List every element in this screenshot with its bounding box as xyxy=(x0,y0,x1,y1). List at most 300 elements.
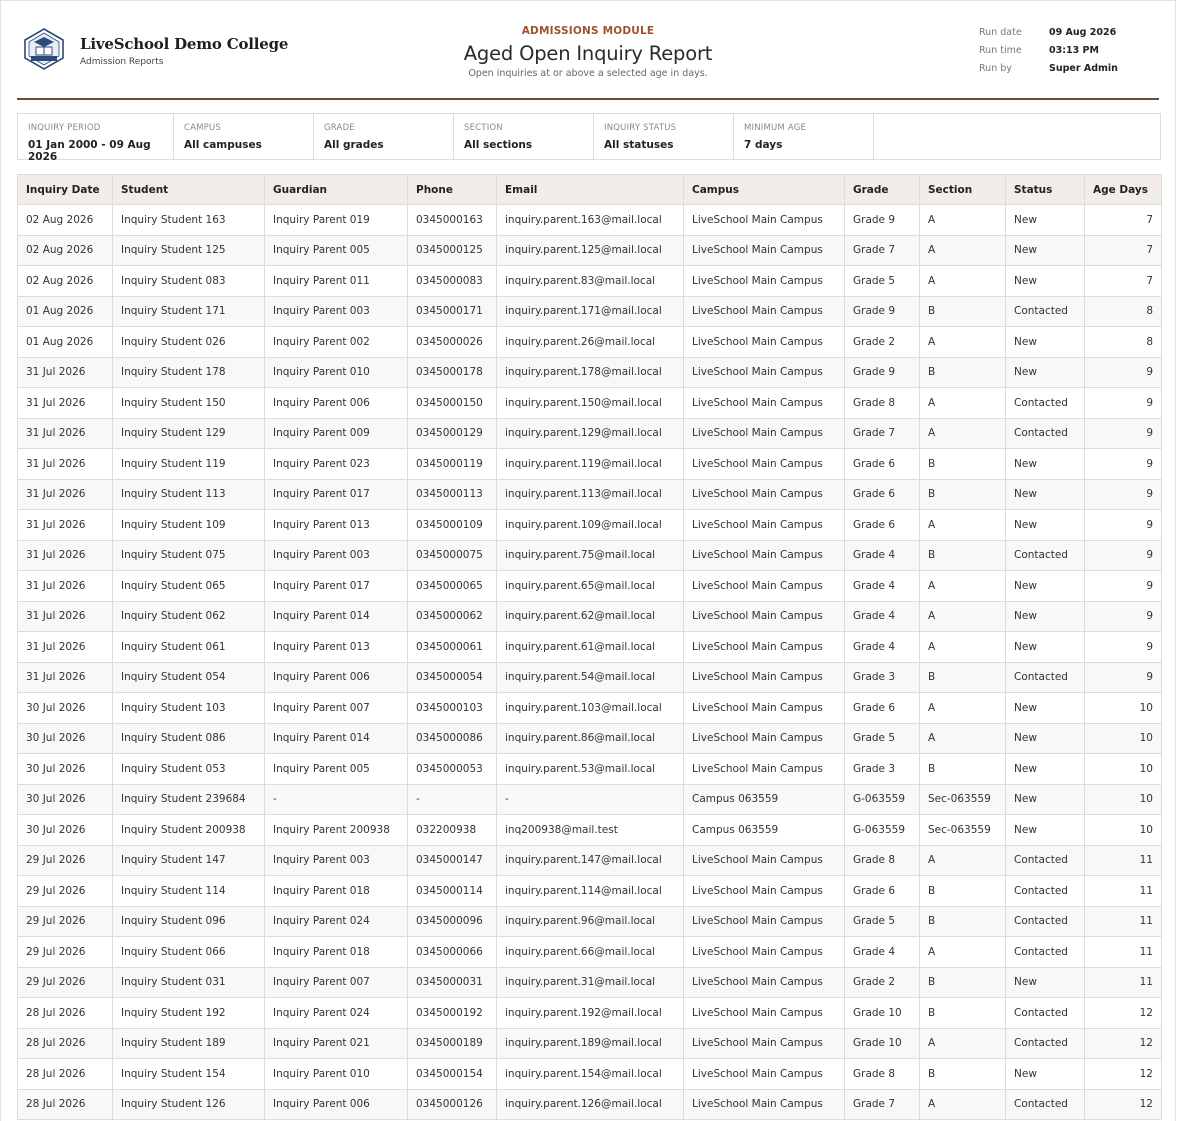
grade-cell: Grade 4 xyxy=(845,937,920,968)
status-cell: New xyxy=(1006,967,1085,998)
email-cell: inq200938@mail.test xyxy=(497,815,684,846)
phone-cell: 0345000096 xyxy=(408,906,497,937)
student-cell: Inquiry Student 026 xyxy=(113,327,265,358)
age-days-cell: 11 xyxy=(1085,845,1162,876)
phone-cell: 0345000189 xyxy=(408,1028,497,1059)
guardian-cell: Inquiry Parent 018 xyxy=(265,937,408,968)
guardian-cell: Inquiry Parent 011 xyxy=(265,266,408,297)
status-cell: New xyxy=(1006,632,1085,663)
inquiry-date-cell: 28 Jul 2026 xyxy=(18,1089,113,1120)
age-days-cell: 7 xyxy=(1085,205,1162,236)
filter-value: All statuses xyxy=(604,139,674,151)
campus-cell: LiveSchool Main Campus xyxy=(684,632,845,663)
age-days-cell: 8 xyxy=(1085,296,1162,327)
inquiry-date-cell: 30 Jul 2026 xyxy=(18,693,113,724)
campus-cell: LiveSchool Main Campus xyxy=(684,906,845,937)
campus-cell: LiveSchool Main Campus xyxy=(684,876,845,907)
status-cell: New xyxy=(1006,479,1085,510)
age-days-cell: 9 xyxy=(1085,662,1162,693)
section-cell: A xyxy=(920,571,1006,602)
column-header-guardian: Guardian xyxy=(265,175,408,205)
report-title: Aged Open Inquiry Report xyxy=(463,42,713,65)
student-cell: Inquiry Student 178 xyxy=(113,357,265,388)
email-cell: inquiry.parent.192@mail.local xyxy=(497,998,684,1029)
grade-cell: Grade 4 xyxy=(845,601,920,632)
grade-cell: Grade 2 xyxy=(845,327,920,358)
table-row xyxy=(18,479,1162,510)
campus-cell: LiveSchool Main Campus xyxy=(684,937,845,968)
table-row xyxy=(18,906,1162,937)
phone-cell: 0345000119 xyxy=(408,449,497,480)
section-cell: A xyxy=(920,845,1006,876)
student-cell: Inquiry Student 200938 xyxy=(113,815,265,846)
student-cell: Inquiry Student 053 xyxy=(113,754,265,785)
age-days-cell: 7 xyxy=(1085,235,1162,266)
guardian-cell: Inquiry Parent 014 xyxy=(265,601,408,632)
grade-cell: Grade 6 xyxy=(845,876,920,907)
student-cell: Inquiry Student 189 xyxy=(113,1028,265,1059)
grade-cell: Grade 9 xyxy=(845,205,920,236)
table-row xyxy=(18,632,1162,663)
column-header-email: Email xyxy=(497,175,684,205)
guardian-cell: Inquiry Parent 013 xyxy=(265,632,408,663)
section-cell: A xyxy=(920,693,1006,724)
status-cell: Contacted xyxy=(1006,418,1085,449)
guardian-cell: Inquiry Parent 200938 xyxy=(265,815,408,846)
student-cell: Inquiry Student 119 xyxy=(113,449,265,480)
guardian-cell: Inquiry Parent 006 xyxy=(265,388,408,419)
column-header-age-days: Age Days xyxy=(1085,175,1162,205)
college-subtitle: Admission Reports xyxy=(80,57,164,67)
age-days-cell: 9 xyxy=(1085,601,1162,632)
section-cell: B xyxy=(920,967,1006,998)
status-cell: Contacted xyxy=(1006,296,1085,327)
status-cell: Contacted xyxy=(1006,662,1085,693)
table-row xyxy=(18,205,1162,236)
inquiry-date-cell: 29 Jul 2026 xyxy=(18,937,113,968)
filter-value: 7 days xyxy=(744,139,783,151)
grade-cell: Grade 6 xyxy=(845,693,920,724)
campus-cell: LiveSchool Main Campus xyxy=(684,998,845,1029)
table-row xyxy=(18,357,1162,388)
table-row xyxy=(18,967,1162,998)
section-cell: B xyxy=(920,662,1006,693)
guardian-cell: Inquiry Parent 006 xyxy=(265,662,408,693)
status-cell: Contacted xyxy=(1006,388,1085,419)
age-days-cell: 11 xyxy=(1085,967,1162,998)
guardian-cell: Inquiry Parent 006 xyxy=(265,1089,408,1120)
inquiry-date-cell: 02 Aug 2026 xyxy=(18,235,113,266)
guardian-cell: - xyxy=(265,784,408,815)
email-cell: inquiry.parent.113@mail.local xyxy=(497,479,684,510)
email-cell: inquiry.parent.147@mail.local xyxy=(497,845,684,876)
phone-cell: 0345000083 xyxy=(408,266,497,297)
status-cell: New xyxy=(1006,1059,1085,1090)
age-days-cell: 9 xyxy=(1085,632,1162,663)
campus-cell: LiveSchool Main Campus xyxy=(684,327,845,358)
student-cell: Inquiry Student 096 xyxy=(113,906,265,937)
section-cell: A xyxy=(920,601,1006,632)
inquiry-date-cell: 02 Aug 2026 xyxy=(18,266,113,297)
column-header-campus: Campus xyxy=(684,175,845,205)
email-cell: inquiry.parent.54@mail.local xyxy=(497,662,684,693)
table-row xyxy=(18,937,1162,968)
age-days-cell: 10 xyxy=(1085,723,1162,754)
table-row xyxy=(18,998,1162,1029)
student-cell: Inquiry Student 061 xyxy=(113,632,265,663)
student-cell: Inquiry Student 103 xyxy=(113,693,265,724)
student-cell: Inquiry Student 065 xyxy=(113,571,265,602)
grade-cell: Grade 5 xyxy=(845,723,920,754)
age-days-cell: 12 xyxy=(1085,1089,1162,1120)
campus-cell: LiveSchool Main Campus xyxy=(684,418,845,449)
inquiry-date-cell: 28 Jul 2026 xyxy=(18,998,113,1029)
student-cell: Inquiry Student 083 xyxy=(113,266,265,297)
phone-cell: 0345000126 xyxy=(408,1089,497,1120)
table-row xyxy=(18,601,1162,632)
guardian-cell: Inquiry Parent 021 xyxy=(265,1028,408,1059)
table-row xyxy=(18,815,1162,846)
phone-cell: - xyxy=(408,784,497,815)
inquiry-date-cell: 29 Jul 2026 xyxy=(18,906,113,937)
table-row xyxy=(18,754,1162,785)
email-cell: inquiry.parent.150@mail.local xyxy=(497,388,684,419)
phone-cell: 0345000086 xyxy=(408,723,497,754)
email-cell: inquiry.parent.154@mail.local xyxy=(497,1059,684,1090)
campus-cell: LiveSchool Main Campus xyxy=(684,266,845,297)
section-cell: B xyxy=(920,449,1006,480)
campus-cell: LiveSchool Main Campus xyxy=(684,845,845,876)
guardian-cell: Inquiry Parent 023 xyxy=(265,449,408,480)
grade-cell: Grade 3 xyxy=(845,662,920,693)
phone-cell: 0345000075 xyxy=(408,540,497,571)
age-days-cell: 8 xyxy=(1085,327,1162,358)
campus-cell: Campus 063559 xyxy=(684,784,845,815)
campus-cell: LiveSchool Main Campus xyxy=(684,1028,845,1059)
phone-cell: 0345000053 xyxy=(408,754,497,785)
phone-cell: 032200938 xyxy=(408,815,497,846)
status-cell: New xyxy=(1006,693,1085,724)
inquiry-date-cell: 29 Jul 2026 xyxy=(18,845,113,876)
phone-cell: 0345000103 xyxy=(408,693,497,724)
section-cell: Sec-063559 xyxy=(920,815,1006,846)
student-cell: Inquiry Student 054 xyxy=(113,662,265,693)
phone-cell: 0345000129 xyxy=(408,418,497,449)
filter-inquiry-status xyxy=(594,114,734,159)
campus-cell: LiveSchool Main Campus xyxy=(684,754,845,785)
table-header xyxy=(18,175,1162,205)
run-date-row xyxy=(979,27,1118,45)
age-days-cell: 11 xyxy=(1085,906,1162,937)
table-row xyxy=(18,510,1162,541)
student-cell: Inquiry Student 154 xyxy=(113,1059,265,1090)
table-row xyxy=(18,662,1162,693)
table-row xyxy=(18,449,1162,480)
guardian-cell: Inquiry Parent 003 xyxy=(265,296,408,327)
email-cell: inquiry.parent.61@mail.local xyxy=(497,632,684,663)
campus-cell: LiveSchool Main Campus xyxy=(684,662,845,693)
inquiry-date-cell: 31 Jul 2026 xyxy=(18,540,113,571)
filter-label: SECTION xyxy=(464,123,503,133)
campus-cell: LiveSchool Main Campus xyxy=(684,1089,845,1120)
email-cell: inquiry.parent.119@mail.local xyxy=(497,449,684,480)
status-cell: Contacted xyxy=(1006,1028,1085,1059)
filter-inquiry-period xyxy=(18,114,174,163)
inquiry-date-cell: 31 Jul 2026 xyxy=(18,662,113,693)
section-cell: A xyxy=(920,1089,1006,1120)
inquiry-date-cell: 31 Jul 2026 xyxy=(18,510,113,541)
student-cell: Inquiry Student 163 xyxy=(113,205,265,236)
student-cell: Inquiry Student 129 xyxy=(113,418,265,449)
email-cell: inquiry.parent.125@mail.local xyxy=(497,235,684,266)
inquiry-date-cell: 30 Jul 2026 xyxy=(18,723,113,754)
grade-cell: Grade 6 xyxy=(845,510,920,541)
age-days-cell: 9 xyxy=(1085,510,1162,541)
age-days-cell: 10 xyxy=(1085,693,1162,724)
age-days-cell: 12 xyxy=(1085,998,1162,1029)
email-cell: - xyxy=(497,784,684,815)
section-cell: B xyxy=(920,998,1006,1029)
inquiry-date-cell: 28 Jul 2026 xyxy=(18,1059,113,1090)
column-header-phone: Phone xyxy=(408,175,497,205)
campus-cell: LiveSchool Main Campus xyxy=(684,388,845,419)
campus-cell: LiveSchool Main Campus xyxy=(684,1059,845,1090)
phone-cell: 0345000147 xyxy=(408,845,497,876)
inquiry-date-cell: 31 Jul 2026 xyxy=(18,571,113,602)
status-cell: New xyxy=(1006,571,1085,602)
filter-label: CAMPUS xyxy=(184,123,222,133)
phone-cell: 0345000066 xyxy=(408,937,497,968)
status-cell: Contacted xyxy=(1006,876,1085,907)
grade-cell: Grade 4 xyxy=(845,540,920,571)
student-cell: Inquiry Student 031 xyxy=(113,967,265,998)
student-cell: Inquiry Student 109 xyxy=(113,510,265,541)
college-name: LiveSchool Demo College xyxy=(80,35,289,53)
student-cell: Inquiry Student 113 xyxy=(113,479,265,510)
section-cell: A xyxy=(920,327,1006,358)
phone-cell: 0345000125 xyxy=(408,235,497,266)
guardian-cell: Inquiry Parent 017 xyxy=(265,479,408,510)
table-row xyxy=(18,845,1162,876)
guardian-cell: Inquiry Parent 010 xyxy=(265,1059,408,1090)
guardian-cell: Inquiry Parent 019 xyxy=(265,205,408,236)
status-cell: New xyxy=(1006,754,1085,785)
email-cell: inquiry.parent.103@mail.local xyxy=(497,693,684,724)
status-cell: Contacted xyxy=(1006,540,1085,571)
guardian-cell: Inquiry Parent 007 xyxy=(265,967,408,998)
campus-cell: LiveSchool Main Campus xyxy=(684,540,845,571)
filter-label: INQUIRY STATUS xyxy=(604,123,677,133)
guardian-cell: Inquiry Parent 013 xyxy=(265,510,408,541)
age-days-cell: 11 xyxy=(1085,876,1162,907)
inquiry-date-cell: 30 Jul 2026 xyxy=(18,784,113,815)
phone-cell: 0345000192 xyxy=(408,998,497,1029)
run-info xyxy=(979,27,1118,81)
campus-cell: LiveSchool Main Campus xyxy=(684,723,845,754)
phone-cell: 0345000171 xyxy=(408,296,497,327)
guardian-cell: Inquiry Parent 010 xyxy=(265,357,408,388)
filter-label: MINIMUM AGE xyxy=(744,123,807,133)
grade-cell: Grade 4 xyxy=(845,571,920,602)
inquiry-date-cell: 31 Jul 2026 xyxy=(18,357,113,388)
inquiry-date-cell: 31 Jul 2026 xyxy=(18,479,113,510)
status-cell: Contacted xyxy=(1006,906,1085,937)
grade-cell: Grade 7 xyxy=(845,235,920,266)
status-cell: New xyxy=(1006,601,1085,632)
guardian-cell: Inquiry Parent 003 xyxy=(265,540,408,571)
table-row xyxy=(18,1089,1162,1120)
status-cell: New xyxy=(1006,723,1085,754)
grade-cell: G-063559 xyxy=(845,784,920,815)
student-cell: Inquiry Student 075 xyxy=(113,540,265,571)
table-row xyxy=(18,876,1162,907)
email-cell: inquiry.parent.96@mail.local xyxy=(497,906,684,937)
email-cell: inquiry.parent.75@mail.local xyxy=(497,540,684,571)
email-cell: inquiry.parent.126@mail.local xyxy=(497,1089,684,1120)
section-cell: B xyxy=(920,479,1006,510)
status-cell: New xyxy=(1006,327,1085,358)
column-header-inquiry-date: Inquiry Date xyxy=(18,175,113,205)
section-cell: A xyxy=(920,632,1006,663)
table-row xyxy=(18,388,1162,419)
inquiry-date-cell: 02 Aug 2026 xyxy=(18,205,113,236)
grade-cell: Grade 6 xyxy=(845,449,920,480)
student-cell: Inquiry Student 086 xyxy=(113,723,265,754)
age-days-cell: 10 xyxy=(1085,784,1162,815)
filter-summary xyxy=(17,113,1161,163)
phone-cell: 0345000178 xyxy=(408,357,497,388)
guardian-cell: Inquiry Parent 007 xyxy=(265,693,408,724)
section-cell: A xyxy=(920,937,1006,968)
filter-minimum-age xyxy=(734,114,874,159)
section-cell: B xyxy=(920,754,1006,785)
inquiry-date-cell: 31 Jul 2026 xyxy=(18,632,113,663)
table-row xyxy=(18,235,1162,266)
table-row xyxy=(18,784,1162,815)
student-cell: Inquiry Student 125 xyxy=(113,235,265,266)
phone-cell: 0345000054 xyxy=(408,662,497,693)
phone-cell: 0345000163 xyxy=(408,205,497,236)
run-time-label: Run time xyxy=(979,45,1022,56)
report-subtitle: Open inquiries at or above a selected age in days. xyxy=(468,68,708,79)
column-header-student: Student xyxy=(113,175,265,205)
module-label: ADMISSIONS MODULE xyxy=(521,25,655,37)
section-cell: A xyxy=(920,418,1006,449)
table-row xyxy=(18,693,1162,724)
student-cell: Inquiry Student 066 xyxy=(113,937,265,968)
status-cell: New xyxy=(1006,266,1085,297)
age-days-cell: 9 xyxy=(1085,449,1162,480)
student-cell: Inquiry Student 147 xyxy=(113,845,265,876)
phone-cell: 0345000150 xyxy=(408,388,497,419)
student-cell: Inquiry Student 171 xyxy=(113,296,265,327)
section-cell: A xyxy=(920,205,1006,236)
grade-cell: Grade 2 xyxy=(845,967,920,998)
guardian-cell: Inquiry Parent 014 xyxy=(265,723,408,754)
phone-cell: 0345000026 xyxy=(408,327,497,358)
grade-cell: G-063559 xyxy=(845,815,920,846)
campus-cell: LiveSchool Main Campus xyxy=(684,205,845,236)
guardian-cell: Inquiry Parent 005 xyxy=(265,235,408,266)
column-header-status: Status xyxy=(1006,175,1085,205)
guardian-cell: Inquiry Parent 003 xyxy=(265,845,408,876)
status-cell: Contacted xyxy=(1006,937,1085,968)
inquiry-date-cell: 31 Jul 2026 xyxy=(18,601,113,632)
status-cell: Contacted xyxy=(1006,845,1085,876)
status-cell: New xyxy=(1006,510,1085,541)
grade-cell: Grade 5 xyxy=(845,906,920,937)
table-row xyxy=(18,571,1162,602)
filter-value: All campuses xyxy=(184,139,262,151)
campus-cell: LiveSchool Main Campus xyxy=(684,967,845,998)
grade-cell: Grade 5 xyxy=(845,266,920,297)
guardian-cell: Inquiry Parent 005 xyxy=(265,754,408,785)
grade-cell: Grade 8 xyxy=(845,845,920,876)
guardian-cell: Inquiry Parent 017 xyxy=(265,571,408,602)
phone-cell: 0345000109 xyxy=(408,510,497,541)
email-cell: inquiry.parent.31@mail.local xyxy=(497,967,684,998)
age-days-cell: 9 xyxy=(1085,418,1162,449)
section-cell: A xyxy=(920,1028,1006,1059)
section-cell: A xyxy=(920,388,1006,419)
inquiry-table-container xyxy=(17,174,1161,1120)
section-cell: Sec-063559 xyxy=(920,784,1006,815)
filter-section xyxy=(454,114,594,159)
email-cell: inquiry.parent.129@mail.local xyxy=(497,418,684,449)
grade-cell: Grade 9 xyxy=(845,296,920,327)
grade-cell: Grade 4 xyxy=(845,632,920,663)
grade-cell: Grade 10 xyxy=(845,998,920,1029)
grade-cell: Grade 8 xyxy=(845,1059,920,1090)
guardian-cell: Inquiry Parent 024 xyxy=(265,998,408,1029)
grade-cell: Grade 7 xyxy=(845,1089,920,1120)
status-cell: New xyxy=(1006,784,1085,815)
run-date-value: 09 Aug 2026 xyxy=(1049,27,1117,38)
inquiry-date-cell: 31 Jul 2026 xyxy=(18,418,113,449)
email-cell: inquiry.parent.83@mail.local xyxy=(497,266,684,297)
campus-cell: LiveSchool Main Campus xyxy=(684,601,845,632)
age-days-cell: 9 xyxy=(1085,479,1162,510)
section-cell: A xyxy=(920,510,1006,541)
email-cell: inquiry.parent.189@mail.local xyxy=(497,1028,684,1059)
run-by-value: Super Admin xyxy=(1049,63,1118,74)
section-cell: B xyxy=(920,357,1006,388)
age-days-cell: 10 xyxy=(1085,815,1162,846)
email-cell: inquiry.parent.178@mail.local xyxy=(497,357,684,388)
section-cell: A xyxy=(920,266,1006,297)
campus-cell: Campus 063559 xyxy=(684,815,845,846)
email-cell: inquiry.parent.62@mail.local xyxy=(497,601,684,632)
guardian-cell: Inquiry Parent 009 xyxy=(265,418,408,449)
campus-cell: LiveSchool Main Campus xyxy=(684,510,845,541)
table-row xyxy=(18,723,1162,754)
table-row xyxy=(18,327,1162,358)
filter-value: All sections xyxy=(464,139,533,151)
campus-cell: LiveSchool Main Campus xyxy=(684,296,845,327)
grade-cell: Grade 9 xyxy=(845,357,920,388)
email-cell: inquiry.parent.65@mail.local xyxy=(497,571,684,602)
student-cell: Inquiry Student 150 xyxy=(113,388,265,419)
filter-value: All grades xyxy=(324,139,384,151)
age-days-cell: 9 xyxy=(1085,571,1162,602)
age-days-cell: 12 xyxy=(1085,1028,1162,1059)
filter-grade xyxy=(314,114,454,159)
age-days-cell: 12 xyxy=(1085,1059,1162,1090)
inquiry-table xyxy=(17,174,1162,1120)
table-header-row xyxy=(18,175,1162,205)
student-cell: Inquiry Student 192 xyxy=(113,998,265,1029)
status-cell: New xyxy=(1006,449,1085,480)
